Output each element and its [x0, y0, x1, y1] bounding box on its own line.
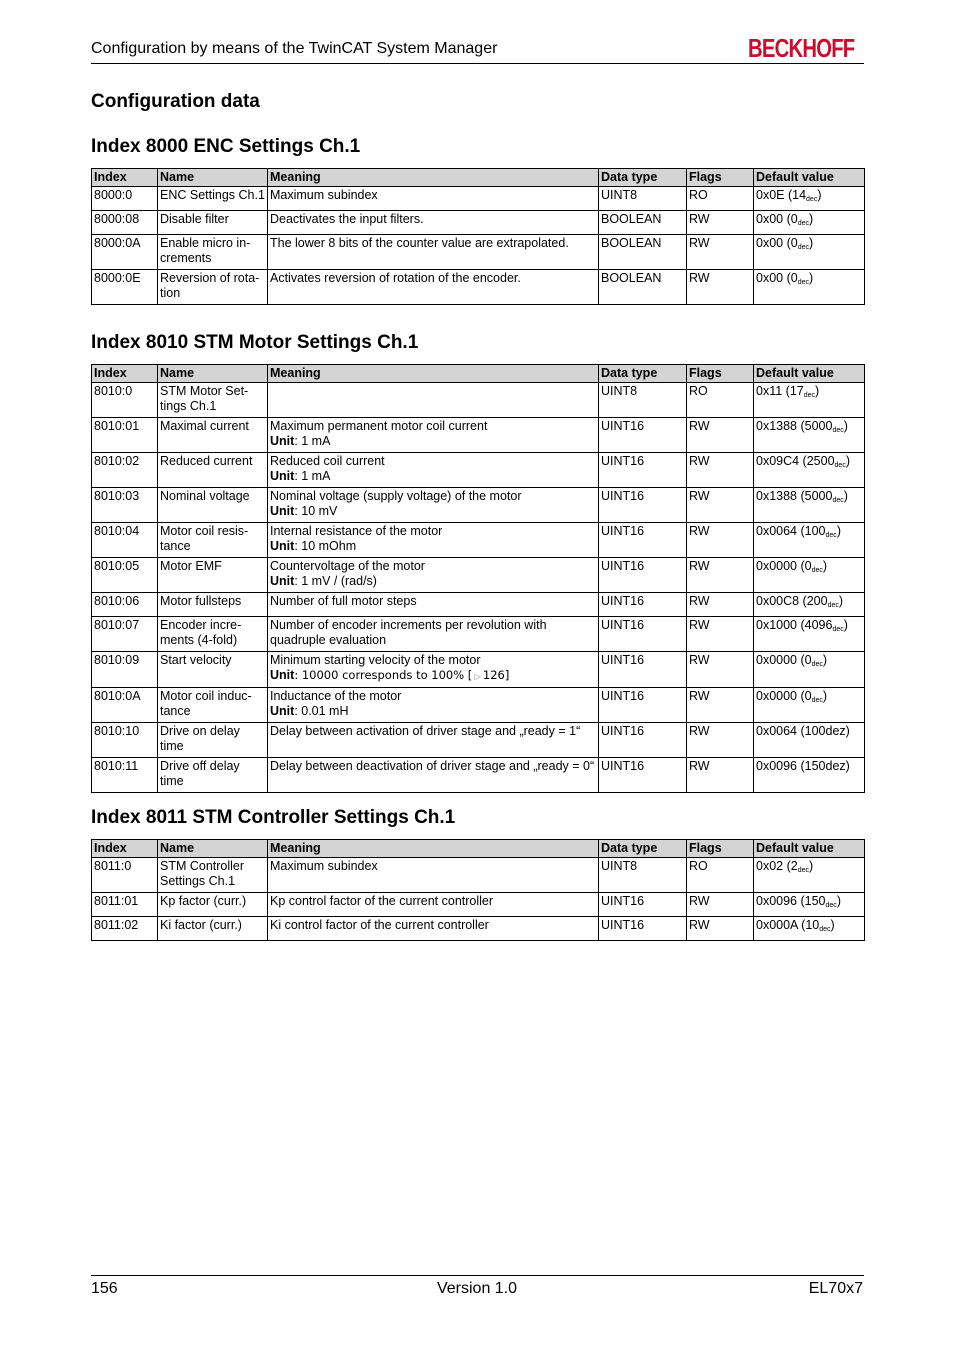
default-subscript: dec	[832, 626, 844, 633]
cell-data-type: UINT16	[599, 617, 687, 652]
cell-index: 8011:0	[92, 858, 158, 893]
cell-default	[754, 593, 865, 617]
column-header: Index	[92, 169, 158, 187]
default-value: 0x0096 (150	[756, 894, 826, 908]
cell-meaning	[268, 211, 599, 235]
cell-name: Drive on delay time	[158, 723, 268, 758]
table-title-8011: Index 8011 STM Controller Settings Ch.1	[91, 807, 456, 828]
column-header: Default value	[754, 840, 865, 858]
cell-meaning	[268, 617, 599, 652]
column-header: Name	[158, 365, 268, 383]
meaning-text: Number of encoder increments per revolution with quadruple evaluation	[270, 618, 547, 647]
unit-label: Unit	[270, 434, 295, 448]
column-header: Data type	[599, 169, 687, 187]
default-close: )	[809, 859, 814, 873]
meaning-text: Maximum permanent motor coil current	[270, 419, 488, 433]
default-value: 0x1388 (5000	[756, 419, 833, 433]
table-row	[92, 383, 865, 418]
cell-meaning	[268, 488, 599, 523]
table-title-8010: Index 8010 STM Motor Settings Ch.1	[91, 332, 419, 353]
default-subscript: dec	[834, 462, 846, 469]
cell-default	[754, 453, 865, 488]
meaning-text: Maximum subindex	[270, 859, 378, 873]
cell-meaning	[268, 688, 599, 723]
cell-index: 8010:01	[92, 418, 158, 453]
cell-flags: RW	[687, 893, 754, 917]
default-value: 0x0096 (150dez)	[756, 759, 850, 773]
cell-name: Start velocity	[158, 652, 268, 688]
default-close: )	[817, 188, 822, 202]
table-row	[92, 453, 865, 488]
default-value: 0x000A (10	[756, 918, 820, 932]
table-row	[92, 488, 865, 523]
meaning-text: Delay between activation of driver stage and „ready = 1“	[270, 724, 581, 738]
cell-index: 8010:02	[92, 453, 158, 488]
cell-default	[754, 617, 865, 652]
column-header: Default value	[754, 365, 865, 383]
table-row	[92, 558, 865, 593]
link-arrow-icon: ▷	[472, 672, 483, 681]
cell-data-type: UINT8	[599, 187, 687, 211]
cell-default	[754, 383, 865, 418]
column-header: Meaning	[268, 365, 599, 383]
table-header-row	[92, 840, 865, 858]
cell-default	[754, 758, 865, 793]
cell-index: 8010:11	[92, 758, 158, 793]
cell-flags: RW	[687, 488, 754, 523]
cell-index: 8011:01	[92, 893, 158, 917]
cell-flags: RW	[687, 235, 754, 270]
cell-name: Drive off delay time	[158, 758, 268, 793]
cell-name: Reversion of rota-tion	[158, 270, 268, 305]
header-rule	[91, 63, 864, 64]
table-row	[92, 187, 865, 211]
default-value: 0x0000 (0	[756, 559, 812, 573]
unit-value: : 10000 corresponds to 100% [	[294, 668, 473, 682]
cell-meaning	[268, 858, 599, 893]
cell-data-type: UINT16	[599, 488, 687, 523]
default-close: )	[815, 384, 820, 398]
cell-default	[754, 418, 865, 453]
footer-rule	[91, 1275, 864, 1276]
unit-value: : 0.01 mH	[294, 704, 349, 718]
cell-flags: RW	[687, 617, 754, 652]
cell-flags: RW	[687, 558, 754, 593]
table-row	[92, 652, 865, 688]
cell-index: 8010:03	[92, 488, 158, 523]
column-header: Name	[158, 169, 268, 187]
meaning-text: Maximum subindex	[270, 188, 378, 202]
cell-index: 8000:0	[92, 187, 158, 211]
default-value: 0x1388 (5000	[756, 489, 833, 503]
unit-label: Unit	[270, 469, 295, 483]
default-value: 0x0064 (100dez)	[756, 724, 850, 738]
object-table-8010	[91, 364, 865, 793]
cell-name: Reduced current	[158, 453, 268, 488]
default-value: 0x00C8 (200	[756, 594, 828, 608]
cell-meaning	[268, 917, 599, 941]
cell-name: Kp factor (curr.)	[158, 893, 268, 917]
cell-index: 8010:05	[92, 558, 158, 593]
cell-default	[754, 688, 865, 723]
table-row	[92, 235, 865, 270]
product-name: EL70x7	[808, 1280, 863, 1297]
cell-flags: RW	[687, 688, 754, 723]
cell-name: Motor fullsteps	[158, 593, 268, 617]
cell-data-type: UINT16	[599, 758, 687, 793]
cell-index: 8010:04	[92, 523, 158, 558]
page-number: 156	[91, 1280, 118, 1297]
column-header: Index	[92, 840, 158, 858]
cell-index: 8000:0E	[92, 270, 158, 305]
unit-label: Unit	[270, 668, 295, 682]
cell-flags: RW	[687, 723, 754, 758]
default-value: 0x00 (0	[756, 271, 798, 285]
cell-data-type: UINT16	[599, 593, 687, 617]
meaning-text: Reduced coil current	[270, 454, 385, 468]
default-close: )	[822, 689, 828, 703]
default-subscript: dec	[819, 926, 831, 933]
default-close: )	[836, 524, 841, 538]
cell-meaning	[268, 758, 599, 793]
unit-label: Unit	[270, 704, 295, 718]
cell-index: 8010:09	[92, 652, 158, 688]
default-subscript: dec	[803, 392, 816, 399]
cell-default	[754, 723, 865, 758]
column-header: Default value	[754, 169, 865, 187]
cell-index: 8000:08	[92, 211, 158, 235]
cell-name: STM Motor Set-tings Ch.1	[158, 383, 268, 418]
default-close: )	[843, 489, 848, 503]
cell-name: Ki factor (curr.)	[158, 917, 268, 941]
default-subscript: dec	[811, 567, 823, 574]
cell-index: 8000:0A	[92, 235, 158, 270]
default-subscript: dec	[825, 902, 837, 909]
meaning-text: Internal resistance of the motor	[270, 524, 443, 538]
cell-data-type: UINT16	[599, 723, 687, 758]
unit-page-ref: 126]	[482, 668, 510, 682]
table-row	[92, 593, 865, 617]
cell-meaning	[268, 187, 599, 211]
unit-value: : 10 mV	[294, 504, 338, 518]
cell-default	[754, 187, 865, 211]
object-table-8011	[91, 839, 865, 941]
cell-meaning	[268, 723, 599, 758]
cell-default	[754, 235, 865, 270]
cell-name: Maximal current	[158, 418, 268, 453]
meaning-text: Number of full motor steps	[270, 594, 417, 608]
default-close: )	[809, 236, 814, 250]
table-title-8000: Index 8000 ENC Settings Ch.1	[91, 136, 361, 157]
cell-flags: RO	[687, 383, 754, 418]
table-row	[92, 758, 865, 793]
cell-data-type: BOOLEAN	[599, 211, 687, 235]
meaning-text: The lower 8 bits of the counter value are extrapolated.	[270, 236, 569, 250]
unit-value: : 1 mA	[294, 434, 331, 448]
default-close: )	[830, 918, 835, 932]
column-header: Flags	[687, 169, 754, 187]
cell-flags: RW	[687, 652, 754, 688]
cell-data-type: UINT16	[599, 917, 687, 941]
cell-flags: RW	[687, 270, 754, 305]
cell-default	[754, 893, 865, 917]
cell-flags: RW	[687, 453, 754, 488]
meaning-text: Ki control factor of the current controller	[270, 918, 489, 932]
default-value: 0x0064 (100	[756, 524, 826, 538]
default-close: )	[838, 594, 844, 608]
meaning-text: Delay between deactivation of driver stage and „ready = 0“	[270, 759, 595, 773]
cell-data-type: UINT16	[599, 893, 687, 917]
cell-meaning	[268, 383, 599, 418]
unit-value: : 1 mV / (rad/s)	[294, 574, 377, 588]
cell-default	[754, 488, 865, 523]
default-subscript: dec	[832, 497, 844, 504]
default-value: 0x0000 (0	[756, 653, 812, 667]
cell-meaning	[268, 593, 599, 617]
cell-index: 8011:02	[92, 917, 158, 941]
default-value: 0x0E (14	[756, 188, 807, 202]
cell-index: 8010:0A	[92, 688, 158, 723]
cell-flags: RW	[687, 917, 754, 941]
unit-label: Unit	[270, 539, 295, 553]
cell-meaning	[268, 453, 599, 488]
meaning-text: Deactivates the input filters.	[270, 212, 424, 226]
cell-flags: RW	[687, 211, 754, 235]
table-row	[92, 418, 865, 453]
cell-meaning	[268, 558, 599, 593]
default-value: 0x1000 (4096	[756, 618, 833, 632]
cell-meaning	[268, 893, 599, 917]
default-subscript: dec	[806, 196, 818, 203]
meaning-text: Inductance of the motor	[270, 689, 402, 703]
unit-value: : 10 mOhm	[294, 539, 357, 553]
cell-flags: RO	[687, 858, 754, 893]
cell-name: Encoder incre-ments (4-fold)	[158, 617, 268, 652]
cell-data-type: UINT16	[599, 688, 687, 723]
default-subscript: dec	[825, 532, 837, 539]
column-header: Meaning	[268, 840, 599, 858]
column-header: Index	[92, 365, 158, 383]
column-header: Name	[158, 840, 268, 858]
table-row	[92, 723, 865, 758]
document-version: Version 1.0	[436, 1280, 518, 1297]
cell-data-type: UINT8	[599, 383, 687, 418]
default-close: )	[843, 419, 848, 433]
cell-default	[754, 652, 865, 688]
default-close: )	[822, 559, 828, 573]
cell-index: 8010:10	[92, 723, 158, 758]
cell-default	[754, 917, 865, 941]
cell-data-type: BOOLEAN	[599, 235, 687, 270]
column-header: Flags	[687, 840, 754, 858]
cell-meaning	[268, 418, 599, 453]
cell-default	[754, 558, 865, 593]
table-row	[92, 270, 865, 305]
table-header-row	[92, 365, 865, 383]
column-header: Meaning	[268, 169, 599, 187]
default-close: )	[836, 894, 841, 908]
cell-name: Nominal voltage	[158, 488, 268, 523]
default-value: 0x0000 (0	[756, 689, 812, 703]
default-close: )	[809, 271, 814, 285]
table-row	[92, 858, 865, 893]
default-subscript: dec	[832, 427, 844, 434]
default-close: )	[843, 618, 848, 632]
meaning-text: Kp control factor of the current controller	[270, 894, 494, 908]
cell-data-type: UINT16	[599, 523, 687, 558]
default-value: 0x02 (2	[756, 859, 798, 873]
cell-name: Motor coil induc-tance	[158, 688, 268, 723]
unit-value: : 1 mA	[294, 469, 331, 483]
default-subscript: dec	[797, 244, 809, 251]
cell-data-type: UINT16	[599, 453, 687, 488]
cell-default	[754, 523, 865, 558]
meaning-text: Nominal voltage (supply voltage) of the motor	[270, 489, 522, 503]
default-value: 0x11 (17	[756, 384, 804, 398]
cell-data-type: UINT16	[599, 558, 687, 593]
beckhoff-logo: BECKHOFF	[748, 33, 855, 63]
cell-default	[754, 858, 865, 893]
table-header-row	[92, 169, 865, 187]
cell-meaning	[268, 270, 599, 305]
default-value: 0x00 (0	[756, 236, 798, 250]
default-subscript: dec	[797, 279, 809, 286]
cell-name: STM Controller Settings Ch.1	[158, 858, 268, 893]
cell-flags: RW	[687, 758, 754, 793]
cell-name: Motor coil resis-tance	[158, 523, 268, 558]
cell-meaning	[268, 652, 599, 688]
meaning-text: Countervoltage of the motor	[270, 559, 425, 573]
table-row	[92, 617, 865, 652]
column-header: Data type	[599, 365, 687, 383]
table-row	[92, 688, 865, 723]
cell-meaning	[268, 523, 599, 558]
cell-data-type: UINT16	[599, 652, 687, 688]
object-table-8000	[91, 168, 865, 305]
cell-meaning	[268, 235, 599, 270]
default-close: )	[822, 653, 828, 667]
table-row	[92, 523, 865, 558]
unit-label: Unit	[270, 504, 295, 518]
cell-data-type: UINT16	[599, 418, 687, 453]
cell-default	[754, 270, 865, 305]
default-subscript: dec	[827, 602, 839, 609]
meaning-text: Minimum starting velocity of the motor	[270, 653, 481, 667]
cell-flags: RW	[687, 523, 754, 558]
cell-name: Disable filter	[158, 211, 268, 235]
cell-flags: RO	[687, 187, 754, 211]
table-row	[92, 211, 865, 235]
cell-data-type: BOOLEAN	[599, 270, 687, 305]
cell-index: 8010:07	[92, 617, 158, 652]
default-close: )	[845, 454, 850, 468]
default-subscript: dec	[811, 697, 823, 704]
section-title: Configuration data	[91, 91, 260, 112]
table-row	[92, 917, 865, 941]
unit-label: Unit	[270, 574, 295, 588]
cell-index: 8010:06	[92, 593, 158, 617]
cell-name: ENC Settings Ch.1	[158, 187, 268, 211]
column-header: Flags	[687, 365, 754, 383]
cell-index: 8010:0	[92, 383, 158, 418]
default-value: 0x00 (0	[756, 212, 798, 226]
cell-name: Enable micro in-crements	[158, 235, 268, 270]
column-header: Data type	[599, 840, 687, 858]
page-header-title: Configuration by means of the TwinCAT System Manager	[91, 40, 498, 57]
default-value: 0x09C4 (2500	[756, 454, 835, 468]
default-close: )	[809, 212, 814, 226]
cell-flags: RW	[687, 418, 754, 453]
cell-flags: RW	[687, 593, 754, 617]
default-subscript: dec	[797, 220, 809, 227]
table-row	[92, 893, 865, 917]
default-subscript: dec	[811, 661, 823, 668]
default-subscript: dec	[797, 867, 809, 874]
cell-default	[754, 211, 865, 235]
meaning-text: Activates reversion of rotation of the encoder.	[270, 271, 521, 285]
cell-data-type: UINT8	[599, 858, 687, 893]
cell-name: Motor EMF	[158, 558, 268, 593]
